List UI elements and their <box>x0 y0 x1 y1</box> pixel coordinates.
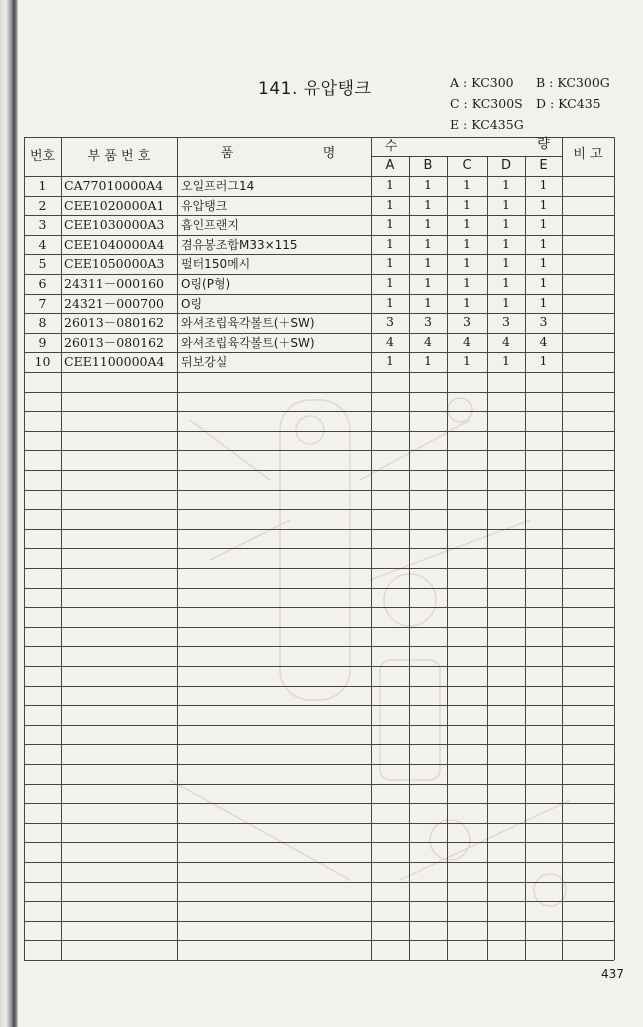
qty-e: 3 <box>539 314 548 330</box>
column-line <box>562 137 563 960</box>
qty-a: 3 <box>386 314 394 330</box>
part-number: 24311－000160 <box>64 276 164 291</box>
qty-a: 1 <box>386 196 394 212</box>
part-name: 유압탱크 <box>181 198 228 213</box>
qty-e: 1 <box>539 216 548 232</box>
qty-a: 1 <box>386 235 394 251</box>
row-number: 4 <box>38 236 47 252</box>
qty-d: 4 <box>502 333 510 349</box>
part-number: CEE1040000A4 <box>64 236 165 252</box>
header-col-e: E <box>539 158 548 173</box>
part-number: CA77010000A4 <box>64 178 164 193</box>
qty-a: 1 <box>386 353 394 369</box>
qty-d: 1 <box>502 196 510 212</box>
qty-b: 3 <box>424 314 432 330</box>
model-d: D : KC435 <box>536 96 601 111</box>
header-name-b: 명 <box>322 146 336 161</box>
qty-d: 1 <box>502 294 510 310</box>
qty-e: 1 <box>539 235 548 251</box>
part-name: 와셔조립육각볼트(＋SW) <box>181 316 315 331</box>
qty-d: 1 <box>502 353 510 369</box>
qty-c: 4 <box>463 333 471 349</box>
header-qty-a: 수 <box>384 139 398 154</box>
qty-a: 4 <box>386 333 394 349</box>
row-number: 1 <box>38 178 47 193</box>
qty-e: 1 <box>539 294 548 310</box>
qty-a: 1 <box>386 294 394 310</box>
qty-d: 1 <box>502 216 510 232</box>
qty-e: 4 <box>539 333 548 349</box>
book-binding <box>0 0 18 1027</box>
qty-a: 1 <box>386 177 394 192</box>
part-name: 펄터150메시 <box>181 257 251 272</box>
part-name: 와셔조립육각볼트(＋SW) <box>181 335 315 350</box>
qty-b: 1 <box>424 216 432 232</box>
qty-d: 1 <box>502 275 510 290</box>
qty-c: 1 <box>463 177 471 192</box>
qty-c: 3 <box>463 314 471 330</box>
qty-b: 1 <box>424 353 432 369</box>
header-col-d: D <box>500 158 511 173</box>
part-number: CEE1100000A4 <box>64 354 165 370</box>
model-b: B : KC300G <box>536 75 610 90</box>
qty-b: 1 <box>424 177 432 192</box>
part-number: CEE1020000A1 <box>64 197 165 213</box>
row-number: 2 <box>38 197 47 213</box>
row-number: 3 <box>38 217 47 233</box>
background-drawing <box>150 360 610 940</box>
header-qty-b: 량 <box>537 137 550 152</box>
part-number: 26013－080162 <box>64 334 164 350</box>
part-name: O링(P형) <box>181 277 231 291</box>
qty-c: 1 <box>463 216 471 232</box>
header-col-c: C <box>462 158 472 173</box>
page-number: 437 <box>601 967 624 981</box>
part-name: 오일프러그14 <box>181 179 255 193</box>
qty-c: 1 <box>463 255 471 271</box>
header-note: 비 고 <box>573 147 603 162</box>
qty-e: 1 <box>539 255 548 271</box>
qty-b: 1 <box>424 294 432 310</box>
qty-b: 4 <box>424 333 432 349</box>
qty-c: 1 <box>463 235 471 251</box>
model-e: E : KC435G <box>450 117 524 132</box>
header-col-b: B <box>423 158 433 173</box>
header-col-a: A <box>385 158 395 173</box>
qty-d: 3 <box>502 314 510 330</box>
qty-e: 1 <box>539 196 548 212</box>
row-line <box>24 960 614 961</box>
page-title: 141. 유압탱크 <box>258 79 372 99</box>
row-number: 9 <box>38 334 47 350</box>
qty-c: 1 <box>463 275 471 290</box>
part-number: CEE1030000A3 <box>64 217 165 233</box>
row-number: 10 <box>34 354 51 370</box>
model-a: A : KC300 <box>450 75 514 90</box>
qty-d: 1 <box>502 235 510 251</box>
row-number: 7 <box>38 295 47 311</box>
column-line <box>61 137 62 960</box>
column-line <box>614 137 615 960</box>
qty-b: 1 <box>424 275 432 290</box>
qty-b: 1 <box>424 196 432 212</box>
qty-e: 1 <box>539 353 548 369</box>
part-number: 26013－080162 <box>64 315 164 331</box>
qty-b: 1 <box>424 255 432 271</box>
qty-a: 1 <box>386 216 394 232</box>
part-name: 흡인프랜지 <box>181 218 239 233</box>
header-name-a: 품 <box>220 146 234 161</box>
qty-d: 1 <box>502 255 510 271</box>
qty-d: 1 <box>502 177 510 192</box>
row-number: 8 <box>38 315 47 331</box>
qty-b: 1 <box>424 235 432 251</box>
model-c: C : KC300S <box>450 96 523 111</box>
part-number: CEE1050000A3 <box>64 256 165 272</box>
qty-a: 1 <box>386 275 394 290</box>
qty-a: 1 <box>386 255 394 271</box>
part-name: 겸유봉조합M33×115 <box>181 237 298 252</box>
qty-c: 1 <box>463 294 471 310</box>
qty-c: 1 <box>463 353 471 369</box>
qty-c: 1 <box>463 196 471 212</box>
qty-e: 1 <box>539 177 548 192</box>
qty-e: 1 <box>539 275 548 290</box>
part-name: O링 <box>181 296 203 311</box>
part-name: 뒤보강실 <box>181 355 228 370</box>
header-part-no: 부 품 번 호 <box>87 149 151 164</box>
row-number: 5 <box>38 256 47 272</box>
header-no: 번호 <box>29 149 56 164</box>
row-number: 6 <box>38 276 47 291</box>
part-number: 24321－000700 <box>64 295 164 311</box>
column-line <box>177 137 178 960</box>
